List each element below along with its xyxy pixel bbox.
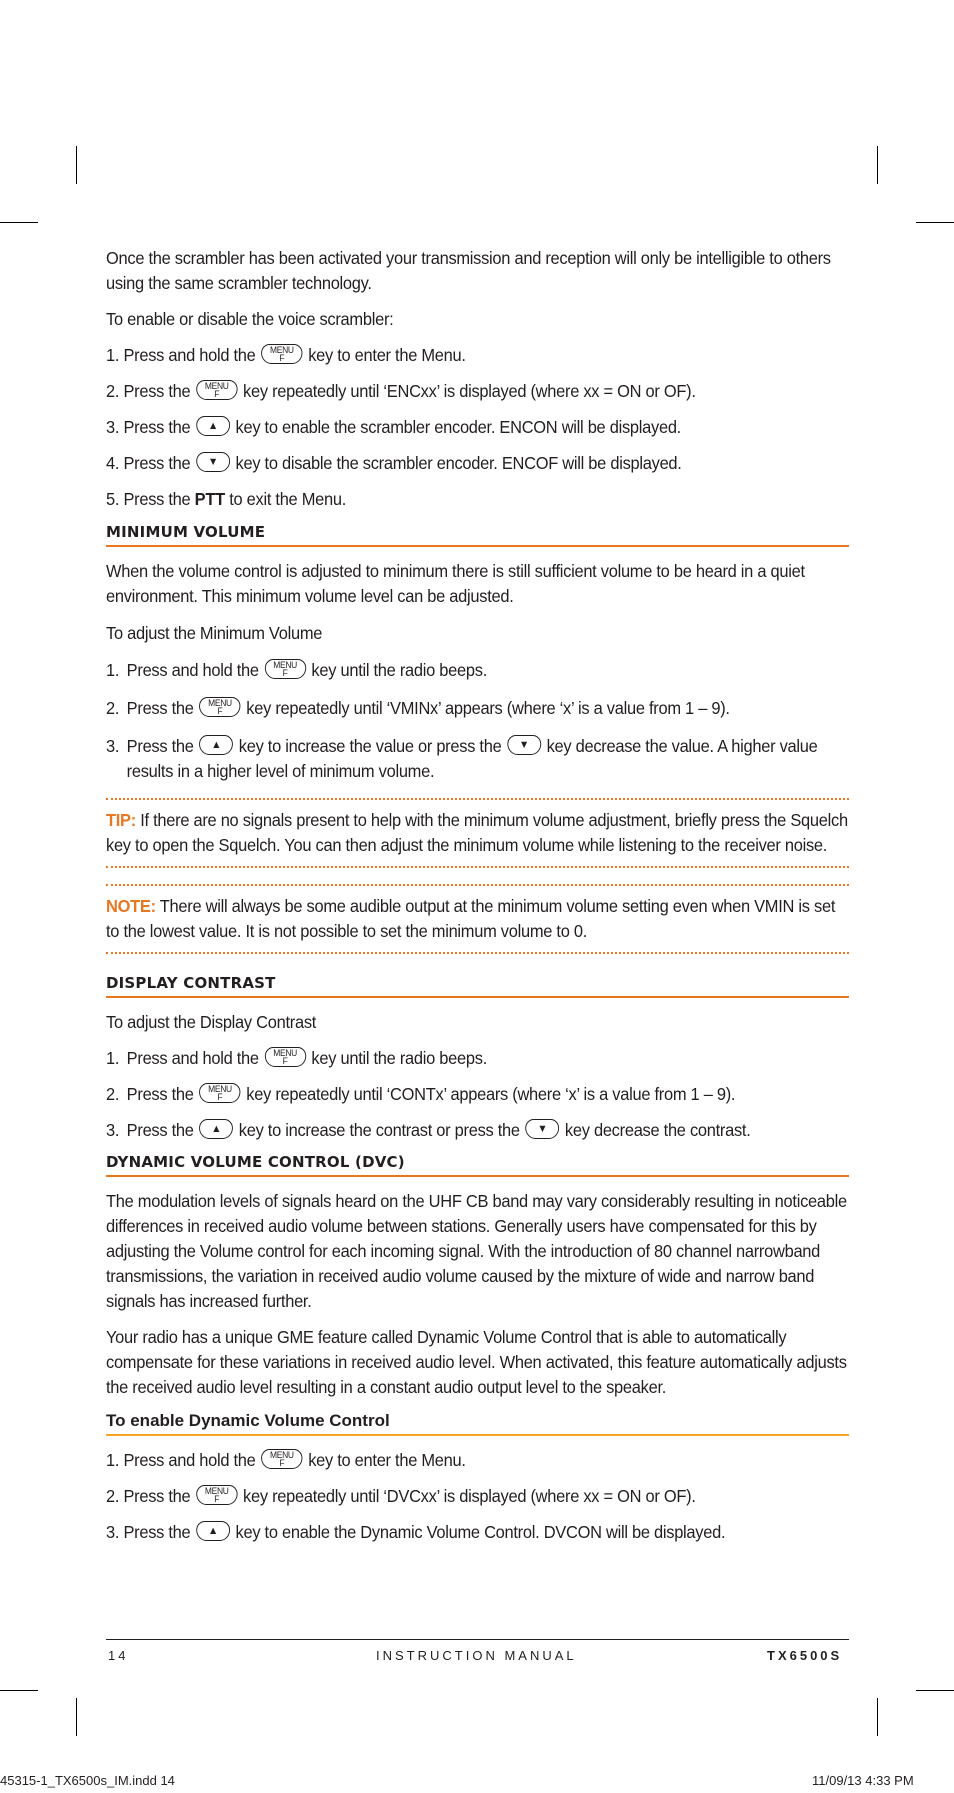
- contrast-step-1: 1. Press and hold the MENU F key until the radio beeps.: [106, 1048, 487, 1068]
- crop-mark: [877, 1698, 878, 1736]
- dvc-paragraph-1: The modulation levels of signals heard on the UHF CB band may vary considerably resulting in noticeable differences in received audio volume between stations. Generally users have compensated for this by adjusting the Volume control for each incoming signal. With the introduction of 80 channel narrowband transmissions, the variation in received audio volume caused by the mixture of wide and narrow band signals has increased further.: [106, 1191, 847, 1311]
- footer-rule: [106, 1639, 849, 1640]
- page-content: [106, 246, 849, 1556]
- down-key-icon: ▼: [196, 452, 230, 472]
- scrambler-step-1: 1. Press and hold the MENU F key to enter the Menu.: [106, 344, 466, 365]
- tip-label: TIP:: [106, 810, 136, 830]
- slug-filename: 45315-1_TX6500s_IM.indd 14: [0, 1773, 175, 1788]
- contrast-step-2: 2. Press the MENU F key repeatedly until ‘CONTx’ appears (where ‘x’ is a value from 1 – 9).: [106, 1084, 736, 1104]
- scrambler-step-2: 2. Press the MENU F key repeatedly until ‘ENCxx’ is displayed (where xx = ON or OF).: [106, 380, 696, 401]
- tip-box: [106, 800, 849, 866]
- crop-mark: [916, 1690, 954, 1691]
- section-heading-minimum-volume: MINIMUM VOLUME: [106, 523, 849, 547]
- tip-bottom-rule: [106, 866, 849, 868]
- min-volume-step-1: 1. Press and hold the MENU F key until the radio beeps.: [106, 660, 487, 680]
- footer-title: INSTRUCTION MANUAL: [376, 1648, 577, 1663]
- min-volume-step-3: 3. Press the ▲ key to increase the value or press the ▼ key decrease the value. A higher value results in a higher level of minimum volume.: [106, 736, 818, 781]
- crop-mark: [0, 1690, 38, 1691]
- menu-key-icon: MENU F: [199, 1083, 240, 1103]
- menu-key-icon: MENU F: [196, 380, 237, 400]
- intro-paragraph: Once the scrambler has been activated your transmission and reception will only be intelligible to others using the same scrambler technology.: [106, 248, 831, 293]
- scrambler-step-3: 3. Press the ▲ key to enable the scrambler encoder. ENCON will be displayed.: [106, 417, 681, 437]
- crop-mark: [0, 222, 38, 223]
- section-heading-display-contrast: DISPLAY CONTRAST: [106, 974, 849, 998]
- tip-text: If there are no signals present to help with the minimum volume adjustment, briefly press the Squelch key to open the Squelch. You can then adjust the minimum volume while listening to the receiver noise.: [106, 810, 848, 855]
- dvc-step-1: 1. Press and hold the MENU F key to enter the Menu.: [106, 1449, 466, 1470]
- menu-key-icon: MENU F: [264, 1047, 305, 1067]
- contrast-instruction: To adjust the Display Contrast: [106, 1012, 317, 1032]
- up-key-icon: ▲: [196, 416, 230, 436]
- note-label: NOTE:: [106, 896, 156, 916]
- menu-key-icon: MENU F: [261, 344, 302, 364]
- ptt-label: PTT: [194, 489, 225, 509]
- dvc-paragraph-2: Your radio has a unique GME feature called Dynamic Volume Control that is able to automatically compensate for these variations in received audio level. When activated, this feature automatically adjusts the received audio level resulting in a constant audio output level to the speaker.: [106, 1327, 847, 1397]
- section-heading-dvc: DYNAMIC VOLUME CONTROL (DVC): [106, 1153, 849, 1177]
- scrambler-step-4: 4. Press the ▼ key to disable the scrambler encoder. ENCOF will be displayed.: [106, 453, 682, 473]
- crop-mark: [877, 146, 878, 184]
- dvc-subheading: To enable Dynamic Volume Control: [106, 1411, 849, 1436]
- footer-model: TX6500S: [767, 1648, 843, 1663]
- up-key-icon: ▲: [199, 735, 233, 755]
- min-volume-paragraph: When the volume control is adjusted to minimum there is still sufficient volume to be heard in a quiet environment. This minimum volume level can be adjusted.: [106, 561, 805, 606]
- min-volume-instruction: To adjust the Minimum Volume: [106, 623, 323, 643]
- down-key-icon: ▼: [525, 1119, 559, 1139]
- menu-key-icon: MENU F: [199, 697, 240, 717]
- page-number: 14: [108, 1648, 129, 1663]
- intro-instruction: To enable or disable the voice scrambler:: [106, 309, 394, 329]
- scrambler-step-5: 5. Press the PTT to exit the Menu.: [106, 487, 849, 512]
- up-key-icon: ▲: [199, 1119, 233, 1139]
- note-text: There will always be some audible output at the minimum volume setting even when VMIN is set to the lowest value. It is not possible to set the minimum volume to 0.: [106, 896, 836, 941]
- note-box: [106, 886, 849, 952]
- menu-key-icon: MENU F: [196, 1485, 237, 1505]
- up-key-icon: ▲: [196, 1521, 230, 1541]
- slug-date: 11/09/13 4:33 PM: [812, 1773, 914, 1788]
- min-volume-step-2: 2. Press the MENU F key repeatedly until ‘VMINx’ appears (where ‘x’ is a value from 1 – 9).: [106, 698, 730, 718]
- crop-mark: [916, 222, 954, 223]
- menu-key-icon: MENU F: [261, 1449, 302, 1469]
- contrast-step-3: 3. Press the ▲ key to increase the contrast or press the ▼ key decrease the contrast.: [106, 1120, 751, 1140]
- crop-mark: [76, 1698, 77, 1736]
- dvc-step-3: 3. Press the ▲ key to enable the Dynamic Volume Control. DVCON will be displayed.: [106, 1522, 726, 1542]
- crop-mark: [76, 146, 77, 184]
- dvc-step-2: 2. Press the MENU F key repeatedly until ‘DVCxx’ is displayed (where xx = ON or OF).: [106, 1485, 696, 1506]
- note-bottom-rule: [106, 952, 849, 954]
- menu-key-icon: MENU F: [264, 659, 305, 679]
- down-key-icon: ▼: [507, 735, 541, 755]
